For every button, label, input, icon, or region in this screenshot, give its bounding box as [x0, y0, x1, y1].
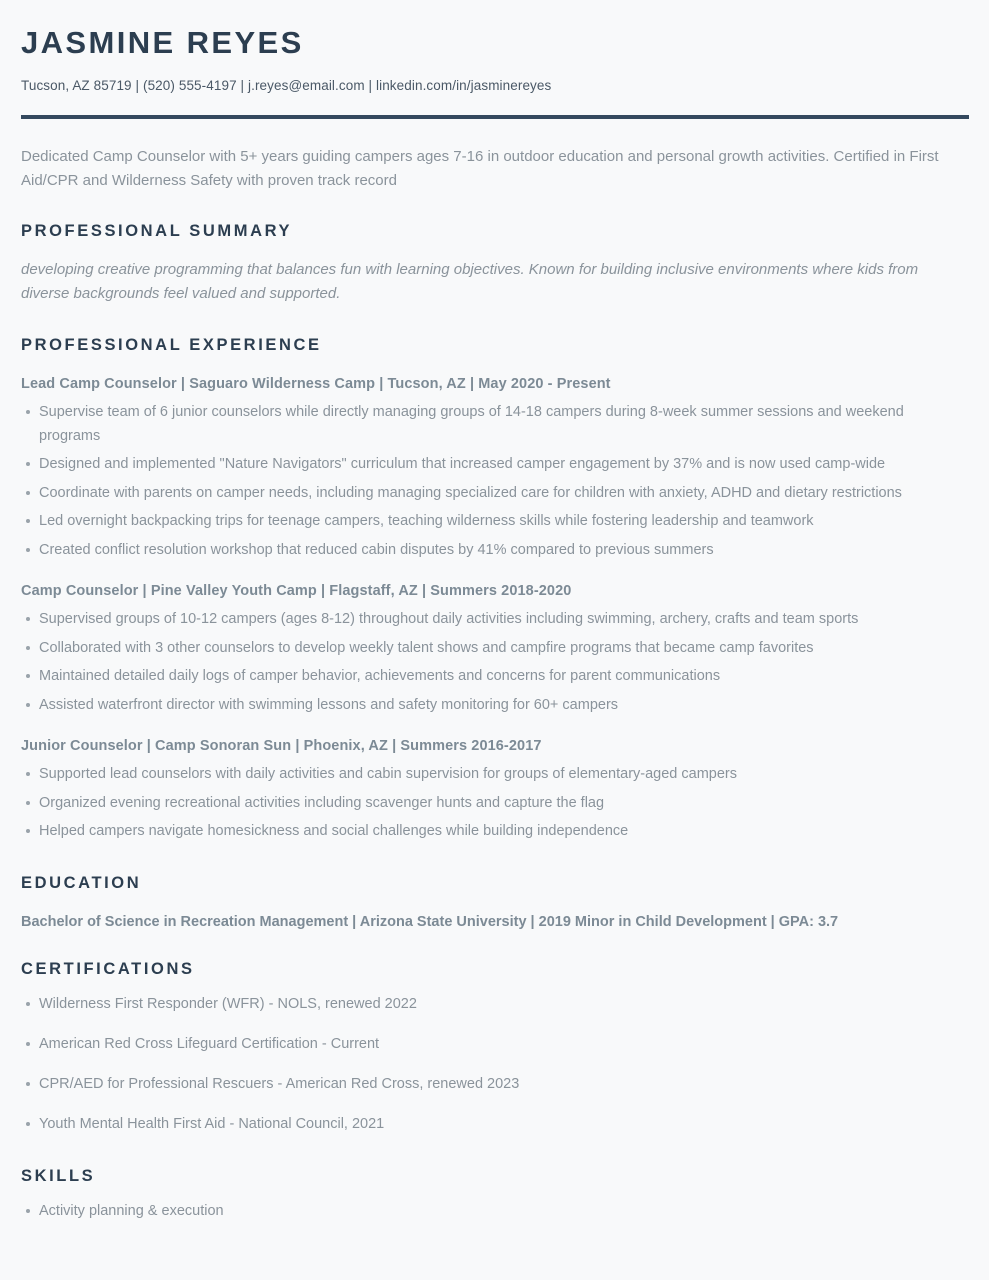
intro-paragraph: Dedicated Camp Counselor with 5+ years guiding campers ages 7-16 in outdoor education and personal growth activities. Certified in First Aid/CPR and Wilderness Safety with proven track record — [21, 148, 939, 189]
certification-list — [21, 993, 968, 1137]
list-item: Assisted waterfront director with swimming lessons and safety monitoring for 60+ campers — [21, 694, 968, 717]
section-professional-experience — [21, 336, 968, 843]
list-item: Maintained detailed daily logs of camper behavior, achievements and concerns for parent communications — [21, 665, 968, 688]
header-divider — [21, 115, 969, 119]
section-skills — [21, 1167, 968, 1223]
list-item: Supervise team of 6 junior counselors while directly managing groups of 14-18 campers during 8-week summer sessions and weekend programs — [21, 401, 968, 448]
job-entry — [21, 376, 968, 562]
list-item: Youth Mental Health First Aid - National Council, 2021 — [21, 1113, 968, 1136]
section-education — [21, 874, 968, 930]
education-entry: Bachelor of Science in Recreation Management | Arizona State University | 2019 Minor in Child Development | GPA: 3.7 — [21, 913, 839, 930]
section-heading-certifications: CERTIFICATIONS — [21, 959, 195, 978]
list-item: Collaborated with 3 other counselors to develop weekly talent shows and campfire programs that became camp favorites — [21, 637, 968, 660]
list-item: Activity planning & execution — [21, 1200, 968, 1223]
job-title: Camp Counselor | Pine Valley Youth Camp | Flagstaff, AZ | Summers 2018-2020 — [21, 583, 572, 600]
list-item: Wilderness First Responder (WFR) - NOLS, renewed 2022 — [21, 993, 968, 1016]
section-professional-summary — [21, 222, 968, 306]
summary-text: developing creative programming that balances fun with learning objectives. Known for building inclusive environments where kids from diverse backgrounds feel valued and supported. — [21, 261, 919, 303]
job-bullets — [21, 401, 968, 562]
list-item: Supervised groups of 10-12 campers (ages 8-12) throughout daily activities including swimming, archery, crafts and team sports — [21, 608, 968, 631]
job-title: Lead Camp Counselor | Saguaro Wilderness Camp | Tucson, AZ | May 2020 - Present — [21, 376, 611, 393]
job-bullets — [21, 763, 968, 843]
list-item: Helped campers navigate homesickness and social challenges while building independence — [21, 820, 968, 843]
section-heading-experience: PROFESSIONAL EXPERIENCE — [21, 336, 322, 355]
section-certifications — [21, 960, 968, 1137]
job-entry — [21, 738, 968, 843]
page-title: JASMINE REYES — [21, 25, 304, 60]
section-heading-education: EDUCATION — [21, 873, 142, 892]
section-heading-summary: PROFESSIONAL SUMMARY — [21, 222, 293, 241]
list-item: Organized evening recreational activities including scavenger hunts and capture the flag — [21, 792, 968, 815]
list-item: Designed and implemented "Nature Navigators" curriculum that increased camper engagement by 37% and is now used camp-wide — [21, 453, 968, 476]
list-item: CPR/AED for Professional Rescuers - American Red Cross, renewed 2023 — [21, 1073, 968, 1096]
list-item: American Red Cross Lifeguard Certification - Current — [21, 1033, 968, 1056]
skill-list — [21, 1200, 968, 1223]
section-heading-skills: SKILLS — [21, 1166, 96, 1185]
job-entry — [21, 583, 968, 717]
list-item: Created conflict resolution workshop that reduced cabin disputes by 41% compared to previous summers — [21, 539, 968, 562]
list-item: Led overnight backpacking trips for teenage campers, teaching wilderness skills while fostering leadership and teamwork — [21, 510, 968, 533]
job-bullets — [21, 608, 968, 717]
contact-line: Tucson, AZ 85719 | (520) 555-4197 | j.reyes@email.com | linkedin.com/in/jasminereyes — [21, 78, 552, 94]
list-item: Supported lead counselors with daily activities and cabin supervision for groups of elementary-aged campers — [21, 763, 968, 786]
job-title: Junior Counselor | Camp Sonoran Sun | Phoenix, AZ | Summers 2016-2017 — [21, 738, 542, 755]
list-item: Coordinate with parents on camper needs, including managing specialized care for children with anxiety, ADHD and dietary restrictions — [21, 482, 968, 505]
